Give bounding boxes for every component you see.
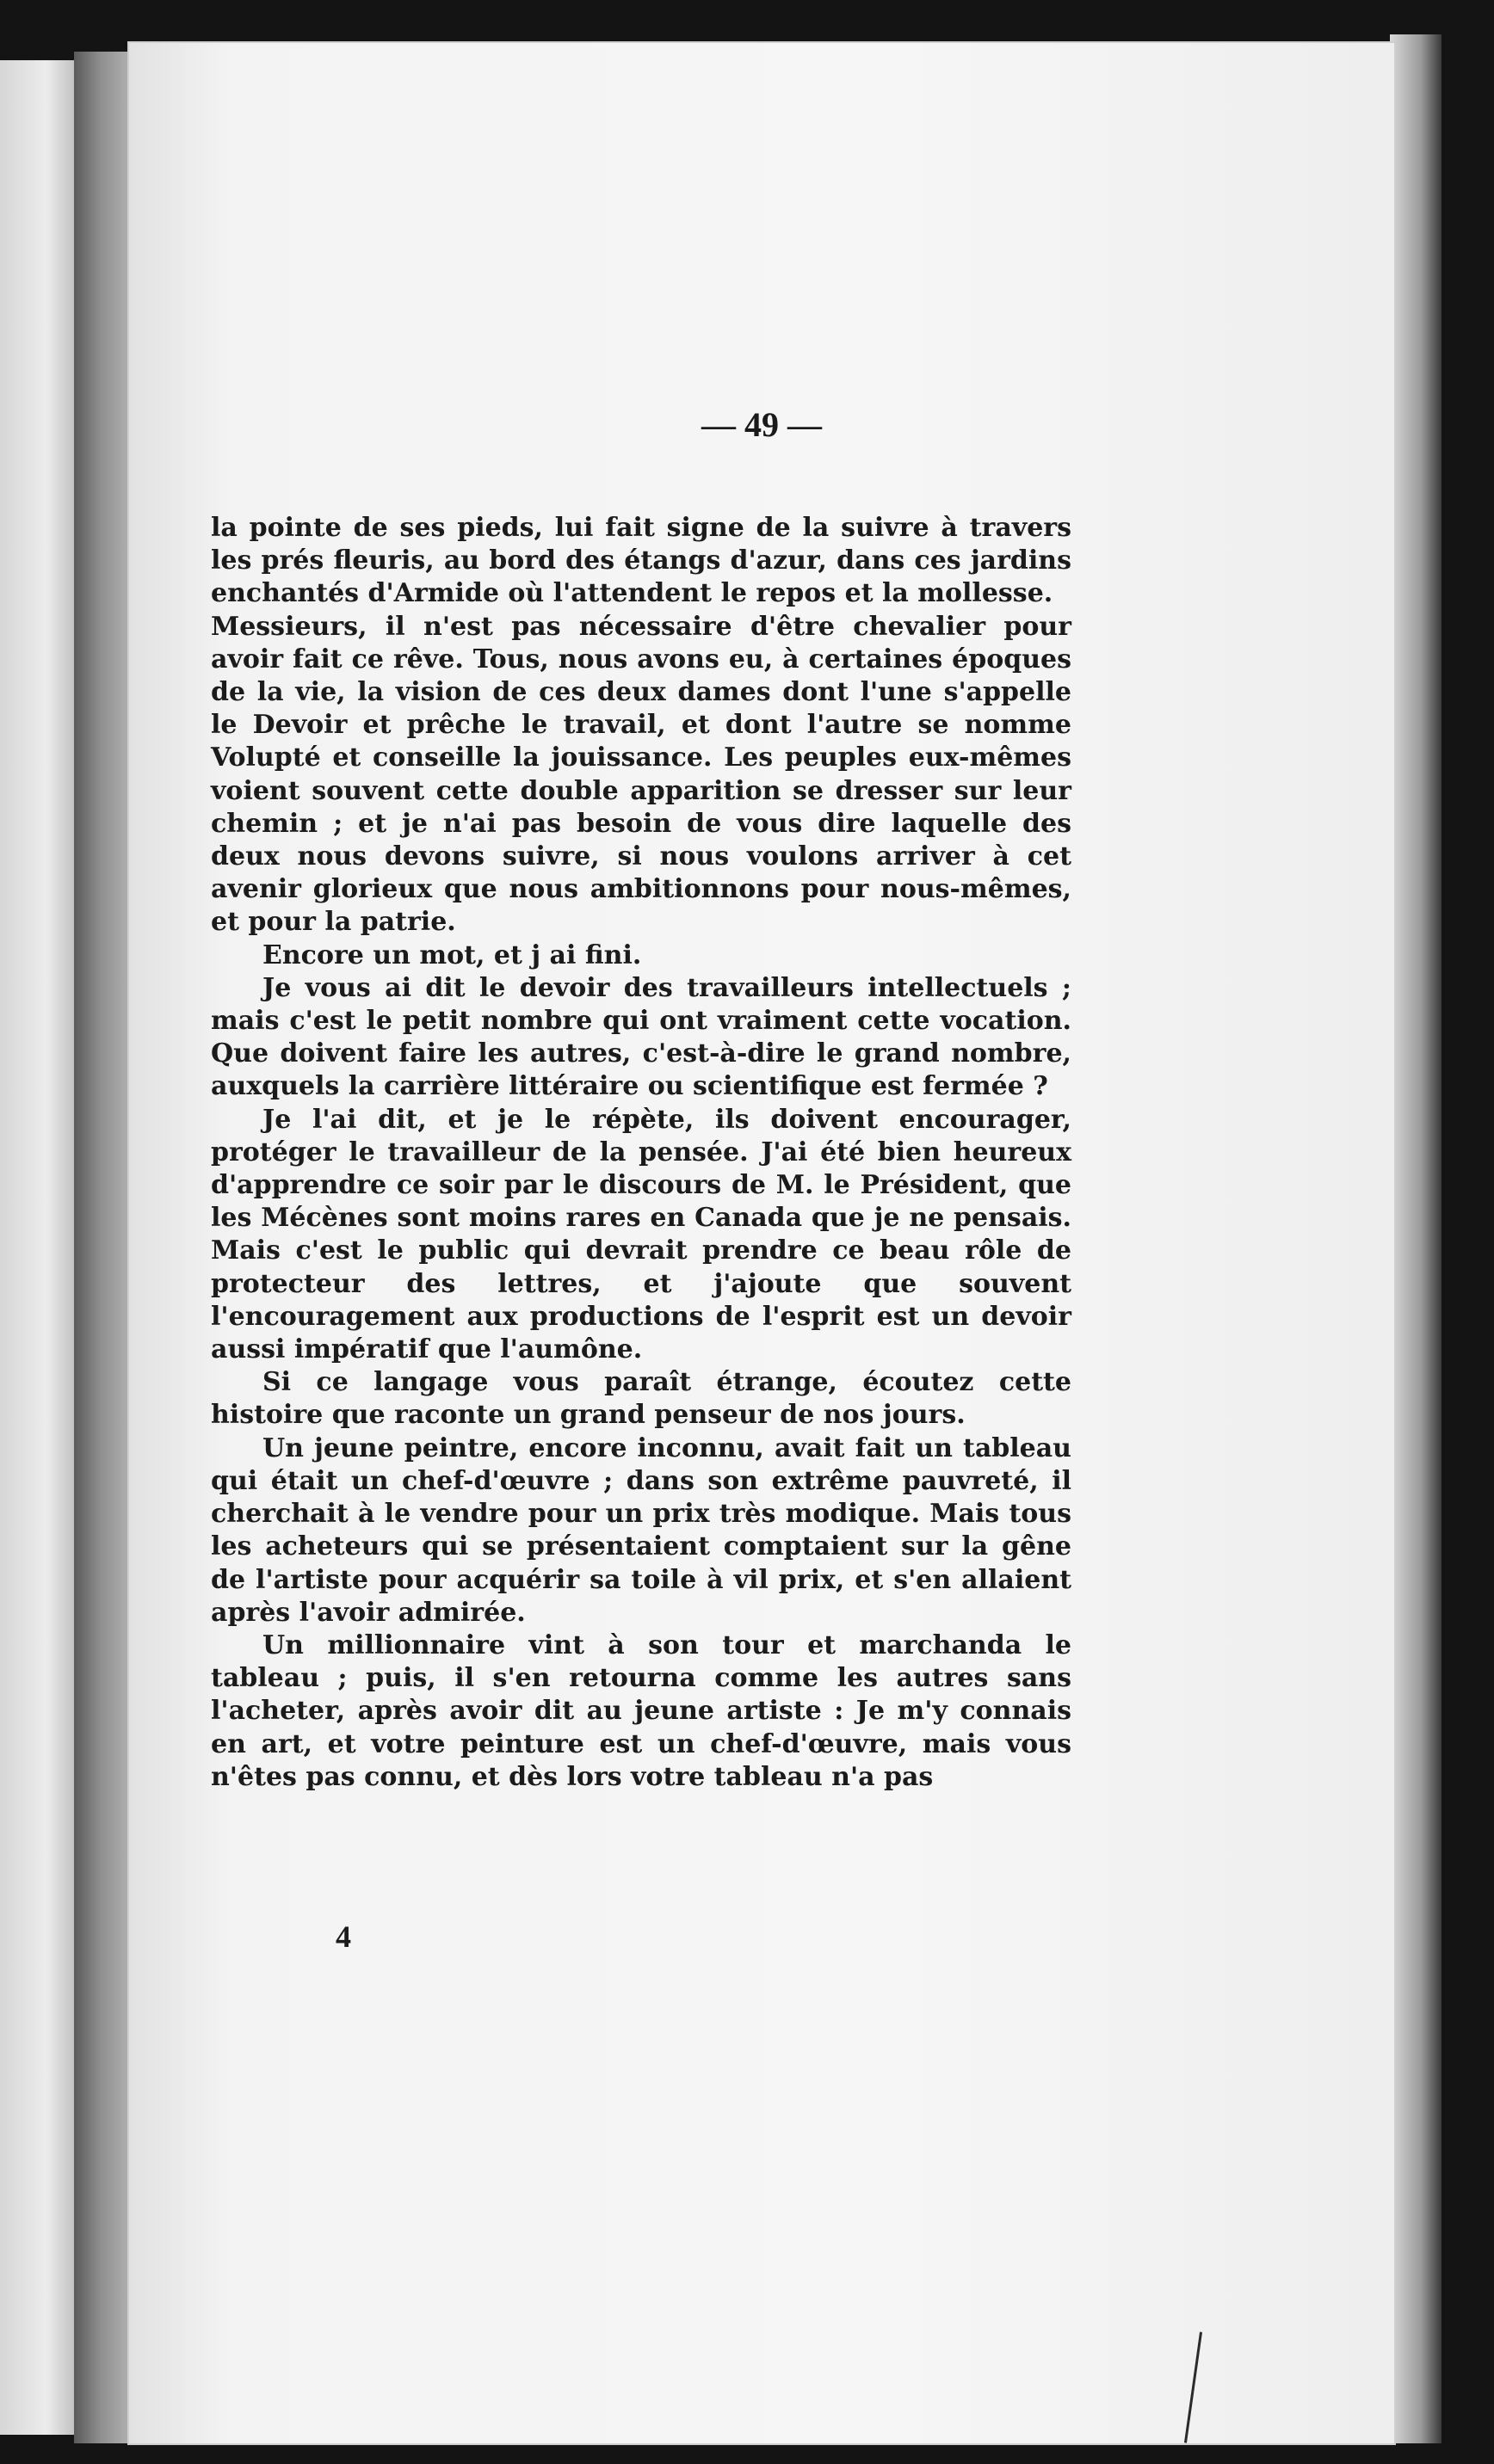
paragraph: Messieurs, il n'est pas nécessaire d'être chevalier pour avoir fait ce rêve. Tous, nous avons eu, à certaines époques de la vie, la vision de ces deux dames dont l'une s'appelle le Devoir et prêche le travail, et dont l'autre se nomme Volupté et conseille la jouissance. Les peuples eux-mêmes voient souvent cette double apparition se dresser sur leur chemin ; et je n'ai pas besoin de vous dire laquelle des deux nous devons suivre, si nous voulons arriver à cet avenir glorieux que nous ambitionnons pour nous-mêmes, et pour la patrie. xyxy=(211,611,1071,938)
book-gutter xyxy=(74,52,138,2443)
paragraph: la pointe de ses pieds, lui fait signe de la suivre à travers les prés fleuris, au bord des étangs d'azur, dans ces jardins enchantés d'Armide où l'attendent le repos et la mollesse. xyxy=(211,513,1071,609)
paragraph: Je l'ai dit, et je le répète, ils doivent encourager, protéger le travailleur de la pensée. J'ai été bien heureux d'apprendre ce soir par le discours de M. le Président, que les Mécènes sont moins rares en Canada que je ne pensais. Mais c'est le public qui devrait prendre ce beau rôle de protecteur des lettres, et j'ajoute que souvent l'encouragement aux productions de l'esprit est un devoir aussi impératif que l'aumône. xyxy=(211,1104,1071,1365)
signature-mark: 4 xyxy=(336,1919,351,1954)
paragraph: Un jeune peintre, encore inconnu, avait fait un tableau qui était un chef-d'œuvre ; dans son extrême pauvreté, il cherchait à le vendre pour un prix très modique. Mais tous les acheteurs qui se présentaient comptaient sur la gêne de l'artiste pour acquérir sa toile à vil prix, et s'en allaient après l'avoir admirée. xyxy=(211,1432,1071,1628)
paragraph: Un millionnaire vint à son tour et marchanda le tableau ; puis, il s'en retourna comme les autres sans l'acheter, après avoir dit au jeune artiste : Je m'y connais en art, et votre peinture est un chef-d'œuvre, mais vous n'êtes pas connu, et dès lors votre tableau n'a pas xyxy=(211,1629,1071,1792)
paragraph: Je vous ai dit le devoir des travailleurs intellectuels ; mais c'est le petit nombre qui ont vraiment cette vocation. Que doivent faire les autres, c'est-à-dire le grand nombre, auxquels la carrière littéraire ou scientifique est fermée ? xyxy=(211,972,1071,1102)
page-edge-shadow xyxy=(1390,34,1442,2443)
book-page xyxy=(129,43,1394,2443)
page-number: — 49 — xyxy=(701,405,822,444)
body-text xyxy=(211,512,1071,1794)
facing-page-edge xyxy=(0,60,77,2435)
paragraph: Si ce langage vous paraît étrange, écoutez cette histoire que raconte un grand penseur de nos jours. xyxy=(211,1367,1071,1431)
paragraph: Encore un mot, et j ai fini. xyxy=(262,939,642,970)
